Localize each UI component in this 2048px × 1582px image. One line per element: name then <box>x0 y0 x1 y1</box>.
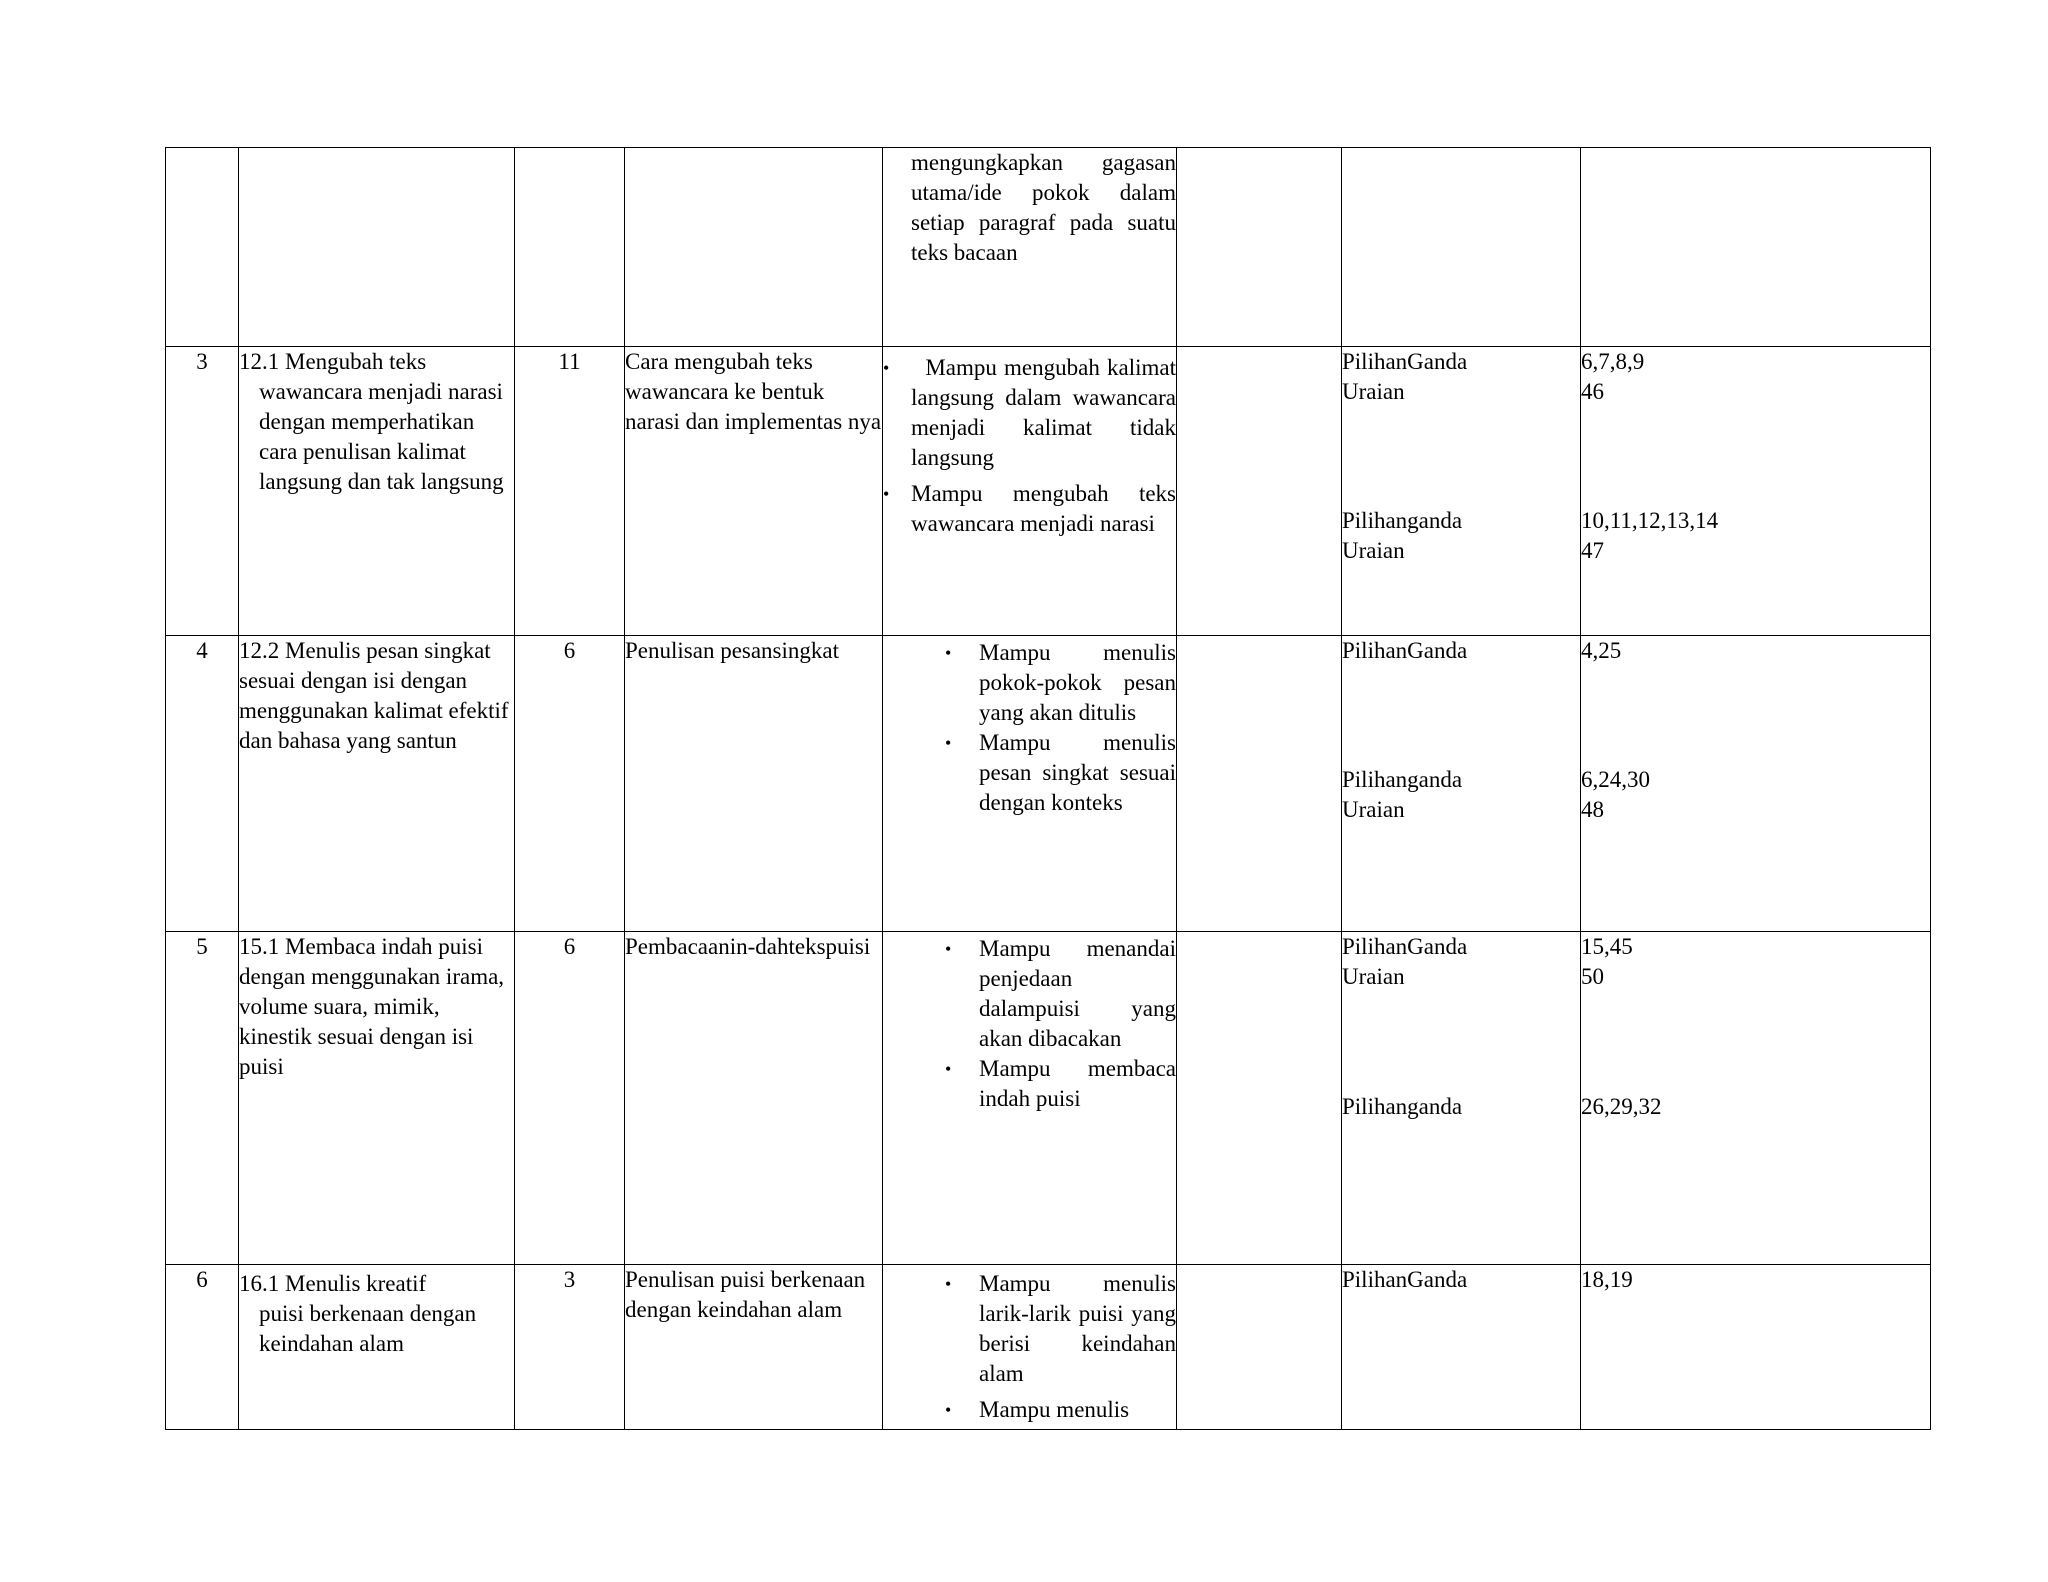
indikator-list <box>883 934 1176 1114</box>
indikator-text: Mampu menulis larik-larik puisi yang berisi keindahan alam <box>979 1271 1176 1386</box>
bentuk-group <box>1342 506 1580 566</box>
bentuk-group <box>1342 1265 1580 1295</box>
nomor-cell <box>1581 932 1931 1265</box>
nomor-group <box>1581 636 1930 666</box>
jp-cell <box>515 148 625 347</box>
bentuk-text: PilihanGanda <box>1342 638 1468 663</box>
jp-cell: 6 <box>515 636 625 932</box>
list-item <box>883 934 1176 1054</box>
nomor-cell <box>1581 148 1931 347</box>
nomor-text: 46 <box>1581 379 1604 404</box>
list-item <box>883 1269 1176 1389</box>
table-row <box>166 932 1931 1265</box>
list-item <box>883 1054 1176 1114</box>
bentuk-text: Pilihanganda <box>1342 1094 1463 1119</box>
bentuk-text: Uraian <box>1342 379 1405 404</box>
bentuk-text: Uraian <box>1342 964 1405 989</box>
indikator-list <box>883 638 1176 818</box>
list-item <box>883 353 1182 473</box>
indikator-cell <box>883 148 1177 347</box>
kd-text: 12.1 Mengubah teks <box>239 349 427 374</box>
nomor-text: 6,24,30 <box>1581 767 1650 792</box>
indikator-list <box>883 353 1182 539</box>
nomor-text: 47 <box>1581 538 1604 563</box>
bentuk-group <box>1342 765 1580 825</box>
jp-cell: 11 <box>515 347 625 636</box>
indikator-text: Mampu mengubah kalimat langsung dalam wawancara menjadi kalimat tidak langsung <box>911 355 1182 470</box>
indikator-text: Mampu menandai penjedaan dalampuisi yang akan dibacakan <box>979 936 1176 1051</box>
bullet-icon: • <box>945 643 952 663</box>
bentuk-group <box>1342 932 1580 992</box>
materi-cell: Pembacaanin-dahtekspuisi <box>625 932 883 1265</box>
bullet-icon: • <box>883 484 890 504</box>
indikator-cell <box>883 932 1177 1265</box>
no-cell: 3 <box>166 347 239 636</box>
bentuk-text: Uraian <box>1342 538 1405 563</box>
no-cell <box>166 148 239 347</box>
empty-cell <box>1177 347 1342 636</box>
materi-cell: Cara mengubah teks wawancara ke bentuk narasi dan implementas nya <box>625 347 883 636</box>
empty-cell <box>1177 148 1342 347</box>
empty-cell <box>1177 1265 1342 1430</box>
indikator-cell <box>883 1265 1177 1430</box>
nomor-group <box>1581 1265 1930 1295</box>
kd-text: 15.1 Membaca indah puisi dengan menggunakan irama, volume suara, mimik, kinestik sesuai dengan isi puisi <box>239 934 505 1079</box>
materi-cell: Penulisan pesansingkat <box>625 636 883 932</box>
kd-cell <box>239 932 515 1265</box>
jp-cell: 6 <box>515 932 625 1265</box>
kd-cell <box>239 636 515 932</box>
nomor-cell <box>1581 636 1931 932</box>
bullet-icon: • <box>945 939 952 959</box>
materi-cell <box>625 148 883 347</box>
indikator-text: Mampu membaca indah puisi <box>979 1056 1176 1111</box>
bentuk-group <box>1342 1092 1580 1122</box>
bentuk-text: PilihanGanda <box>1342 349 1468 374</box>
bentuk-text: PilihanGanda <box>1342 934 1468 959</box>
bullet-icon: • <box>945 1059 952 1079</box>
bentuk-text: PilihanGanda <box>1342 1267 1468 1292</box>
empty-cell <box>1177 932 1342 1265</box>
nomor-text: 4,25 <box>1581 638 1622 663</box>
bullet-icon: • <box>945 1400 952 1420</box>
table-row <box>166 1265 1931 1430</box>
nomor-text: 15,45 <box>1581 934 1633 959</box>
nomor-text: 18,19 <box>1581 1267 1633 1292</box>
bentuk-text: Pilihanganda <box>1342 767 1463 792</box>
kd-text-continued: puisi berkenaan dengan keindahan alam <box>259 1301 477 1356</box>
indikator-text: Mampu mengubah teks wawancara menjadi narasi <box>911 481 1176 536</box>
indikator-text: Mampu menulis pesan singkat sesuai dengan konteks <box>979 730 1176 815</box>
kd-text-continued: wawancara menjadi narasi dengan memperhatikan cara penulisan kalimat langsung dan tak langsung <box>259 379 504 494</box>
indikator-carry-text: mengungkapkan gagasan utama/ide pokok dalam setiap paragraf pada suatu teks bacaan <box>911 150 1176 265</box>
table-row <box>166 148 1931 347</box>
nomor-group <box>1581 765 1930 825</box>
bullet-icon: • <box>945 1274 952 1294</box>
bentuk-group <box>1342 347 1580 407</box>
table-row <box>166 347 1931 636</box>
kd-cell <box>239 148 515 347</box>
nomor-group <box>1581 932 1930 992</box>
bentuk-text: Uraian <box>1342 797 1405 822</box>
indikator-cell <box>883 636 1177 932</box>
nomor-text: 6,7,8,9 <box>1581 349 1645 374</box>
list-item <box>883 638 1176 728</box>
kisi-kisi-table <box>165 147 1931 1430</box>
list-item <box>883 728 1176 818</box>
bentuk-group <box>1342 636 1580 666</box>
bentuk-cell <box>1342 347 1581 636</box>
nomor-text: 50 <box>1581 964 1604 989</box>
no-cell: 5 <box>166 932 239 1265</box>
nomor-group <box>1581 347 1930 407</box>
nomor-text: 48 <box>1581 797 1604 822</box>
nomor-text: 26,29,32 <box>1581 1094 1662 1119</box>
nomor-cell <box>1581 347 1931 636</box>
bentuk-text: Pilihanganda <box>1342 508 1463 533</box>
nomor-group <box>1581 1092 1930 1122</box>
list-item <box>883 479 1176 539</box>
bentuk-cell <box>1342 1265 1581 1430</box>
indikator-cell <box>883 347 1182 636</box>
no-cell: 4 <box>166 636 239 932</box>
bentuk-cell <box>1342 148 1581 347</box>
no-cell: 6 <box>166 1265 239 1430</box>
nomor-cell <box>1581 1265 1931 1430</box>
bentuk-cell <box>1342 636 1581 932</box>
indikator-text: Mampu menulis <box>979 1397 1130 1422</box>
bullet-icon: • <box>883 358 890 378</box>
nomor-group <box>1581 506 1930 566</box>
nomor-text: 10,11,12,13,14 <box>1581 508 1719 533</box>
kd-text: 12.2 Menulis pesan singkat sesuai dengan isi dengan menggunakan kalimat efektif dan bahasa yang santun <box>239 638 509 753</box>
indikator-list <box>883 1269 1176 1425</box>
table-row <box>166 636 1931 932</box>
empty-cell <box>1177 636 1342 932</box>
jp-cell: 3 <box>515 1265 625 1430</box>
bentuk-cell <box>1342 932 1581 1265</box>
kd-cell <box>239 1265 515 1430</box>
kd-cell <box>239 347 515 636</box>
indikator-text: Mampu menulis pokok-pokok pesan yang akan ditulis <box>979 640 1176 725</box>
kd-text: 16.1 Menulis kreatif <box>239 1271 427 1296</box>
list-item <box>883 1395 1176 1425</box>
bullet-icon: • <box>945 733 952 753</box>
materi-cell: Penulisan puisi berkenaan dengan keindahan alam <box>625 1265 883 1430</box>
